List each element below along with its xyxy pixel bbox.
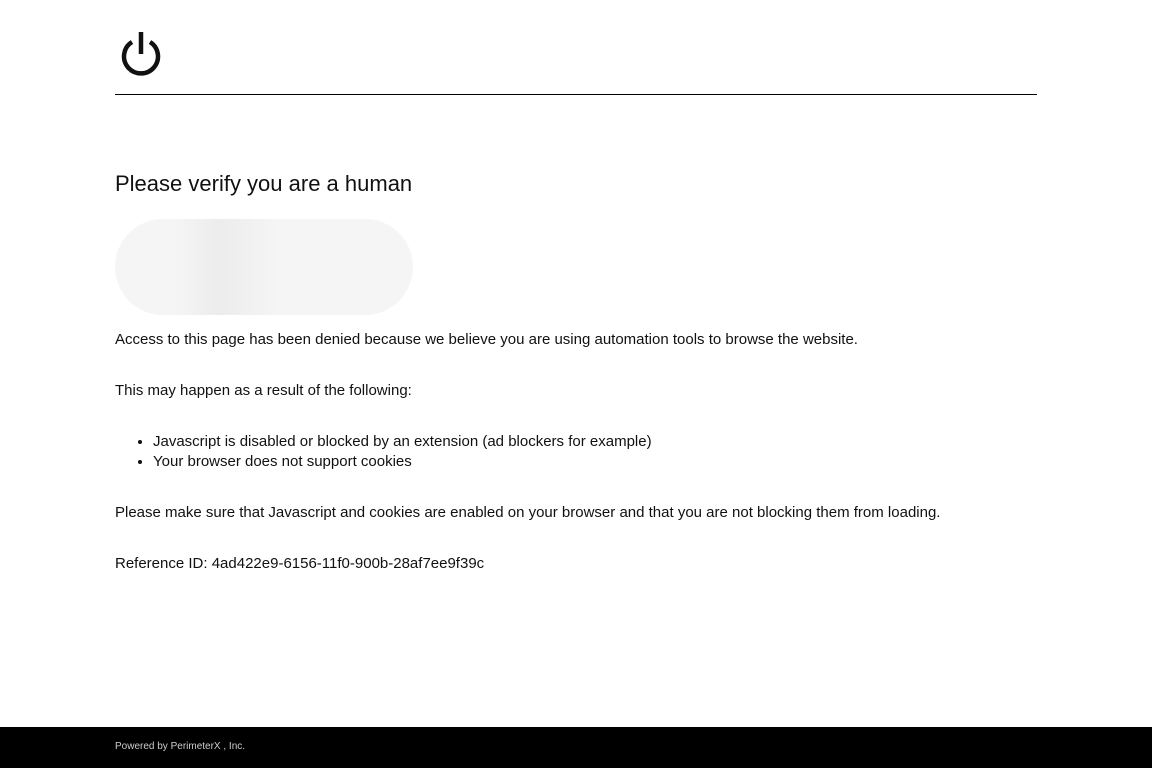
main-content — [115, 168, 1037, 574]
page-title: Please verify you are a human — [115, 171, 413, 196]
power-icon — [118, 30, 164, 80]
reasons-intro: This may happen as a result of the following: — [115, 382, 412, 399]
page-footer — [0, 727, 1152, 768]
access-denied-message: Access to this page has been denied because we believe you are using automation tools to browse the website. — [115, 331, 858, 348]
list-item: • Javascript is disabled or blocked by an extension (ad blockers for example) — [153, 432, 1037, 452]
press-and-hold-captcha[interactable] — [115, 219, 413, 315]
reasons-list — [115, 432, 1037, 472]
page-header — [115, 0, 1037, 95]
reference-id: Reference ID: 4ad422e9-6156-11f0-900b-28af7ee9f39c — [115, 555, 485, 572]
instructions-message: Please make sure that Javascript and cookies are enabled on your browser and that you are not blocking them from loading. — [115, 504, 941, 521]
powered-by-text: Powered by PerimeterX , Inc. — [115, 741, 246, 752]
list-item: • Your browser does not support cookies — [153, 452, 1037, 472]
